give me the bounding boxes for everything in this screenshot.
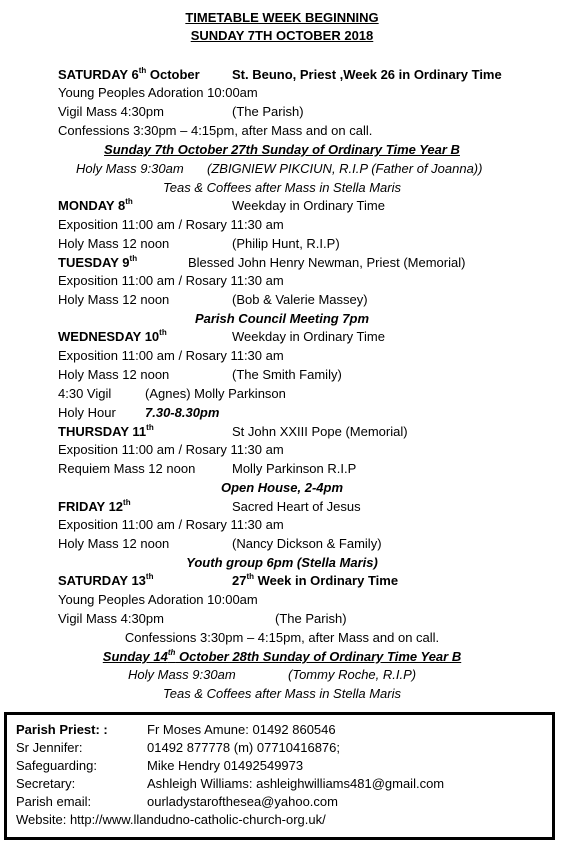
schedule-line: Confessions 3:30pm – 4:15pm, after Mass and on call.: [58, 123, 373, 138]
day-heading-tuesday: TUESDAY 9th: [58, 253, 138, 270]
contact-label: Sr Jennifer:: [16, 740, 83, 755]
feast-thursday: St John XXIII Pope (Memorial): [232, 424, 408, 439]
schedule-line: 4:30 Vigil: [58, 386, 112, 401]
schedule-note: Teas & Coffees after Mass in Stella Maris: [163, 686, 401, 701]
day-heading-wednesday: WEDNESDAY 10th: [58, 327, 167, 344]
mass-intention: (The Smith Family): [232, 367, 342, 382]
schedule-note: Teas & Coffees after Mass in Stella Maris: [163, 180, 401, 195]
schedule-line: Holy Mass 12 noon: [58, 236, 170, 251]
schedule-line: Holy Mass 12 noon: [58, 292, 170, 307]
mass-intention: (Nancy Dickson & Family): [232, 536, 382, 551]
schedule-line: Exposition 11:00 am / Rosary 11:30 am: [58, 348, 284, 363]
schedule-line: Exposition 11:00 am / Rosary 11:30 am: [58, 273, 284, 288]
schedule-line: Exposition 11:00 am / Rosary 11:30 am: [58, 217, 284, 232]
day-heading-monday: MONDAY 8th: [58, 196, 133, 213]
schedule-line: Vigil Mass 4:30pm: [58, 104, 164, 119]
contact-value: Ashleigh Williams: ashleighwilliams481@gmail.com: [147, 776, 445, 791]
schedule-line: Holy Mass 9:30am: [128, 667, 236, 682]
feast-saturday-13: 27th Week in Ordinary Time: [232, 571, 399, 588]
schedule-line: Requiem Mass 12 noon: [58, 461, 196, 476]
feast-tuesday: Blessed John Henry Newman, Priest (Memorial): [188, 255, 466, 270]
schedule-note: Parish Council Meeting 7pm: [194, 311, 370, 326]
sunday-heading: Sunday 14th October 28th Sunday of Ordinary Time Year B: [102, 647, 462, 664]
feast-wednesday: Weekday in Ordinary Time: [232, 329, 385, 344]
contact-box: [4, 712, 555, 840]
contact-value: 01492 877778 (m) 07710416876;: [147, 740, 340, 755]
mass-intention: Molly Parkinson R.I.P: [232, 461, 357, 476]
day-heading-saturday-6: SATURDAY 6th October: [58, 65, 200, 82]
contact-label: Secretary:: [16, 776, 76, 791]
mass-intention: (Bob & Valerie Massey): [232, 292, 368, 307]
contact-value: Mike Hendry 01492549973: [147, 758, 304, 773]
sunday-heading: Sunday 7th October 27th Sunday of Ordinary Time Year B: [104, 142, 460, 157]
website-link: Website: http://www.llandudno-catholic-church-org.uk/: [16, 812, 326, 827]
mass-intention: (Tommy Roche, R.I.P): [288, 667, 417, 682]
schedule-line: Exposition 11:00 am / Rosary 11:30 am: [58, 442, 284, 457]
contact-label: Safeguarding:: [16, 758, 97, 773]
schedule-line: Holy Hour: [58, 405, 116, 420]
schedule-line: Holy Mass 9:30am: [76, 161, 184, 176]
schedule-time: 7.30-8.30pm: [145, 405, 220, 420]
timetable-title: TIMETABLE WEEK BEGINNING: [185, 10, 379, 25]
schedule-line: Holy Mass 12 noon: [58, 536, 170, 551]
schedule-line: Confessions 3:30pm – 4:15pm, after Mass and on call.: [124, 630, 440, 645]
day-heading-thursday: THURSDAY 11th: [58, 422, 154, 439]
day-heading-friday: FRIDAY 12th: [58, 497, 131, 514]
contact-value: Fr Moses Amune: 01492 860546: [147, 722, 336, 737]
mass-intention: (The Parish): [232, 104, 304, 119]
mass-intention: (ZBIGNIEW PIKCIUN, R.I.P (Father of Joanna)): [207, 161, 483, 176]
mass-intention: (The Parish): [275, 611, 347, 626]
day-heading-saturday-13: SATURDAY 13th: [58, 571, 154, 588]
schedule-note: Youth group 6pm (Stella Maris): [186, 555, 378, 570]
schedule-line: Holy Mass 12 noon: [58, 367, 170, 382]
feast-monday: Weekday in Ordinary Time: [232, 198, 385, 213]
schedule-line: Vigil Mass 4:30pm: [58, 611, 164, 626]
schedule-line: Young Peoples Adoration 10:00am: [58, 85, 258, 100]
feast-friday: Sacred Heart of Jesus: [232, 499, 361, 514]
contact-label: Parish email:: [16, 794, 92, 809]
mass-intention: (Agnes) Molly Parkinson: [145, 386, 286, 401]
timetable-date: SUNDAY 7TH OCTOBER 2018: [190, 28, 374, 43]
schedule-line: Exposition 11:00 am / Rosary 11:30 am: [58, 517, 284, 532]
schedule-note: Open House, 2-4pm: [220, 480, 344, 495]
parish-email: ourladystaroftheseа@yahoo.com: [147, 794, 338, 809]
schedule-line: Young Peoples Adoration 10:00am: [58, 592, 258, 607]
feast-saturday-6: St. Beuno, Priest ,Week 26 in Ordinary Time: [232, 67, 502, 82]
contact-label: Parish Priest: :: [16, 722, 108, 737]
mass-intention: (Philip Hunt, R.I.P): [232, 236, 340, 251]
